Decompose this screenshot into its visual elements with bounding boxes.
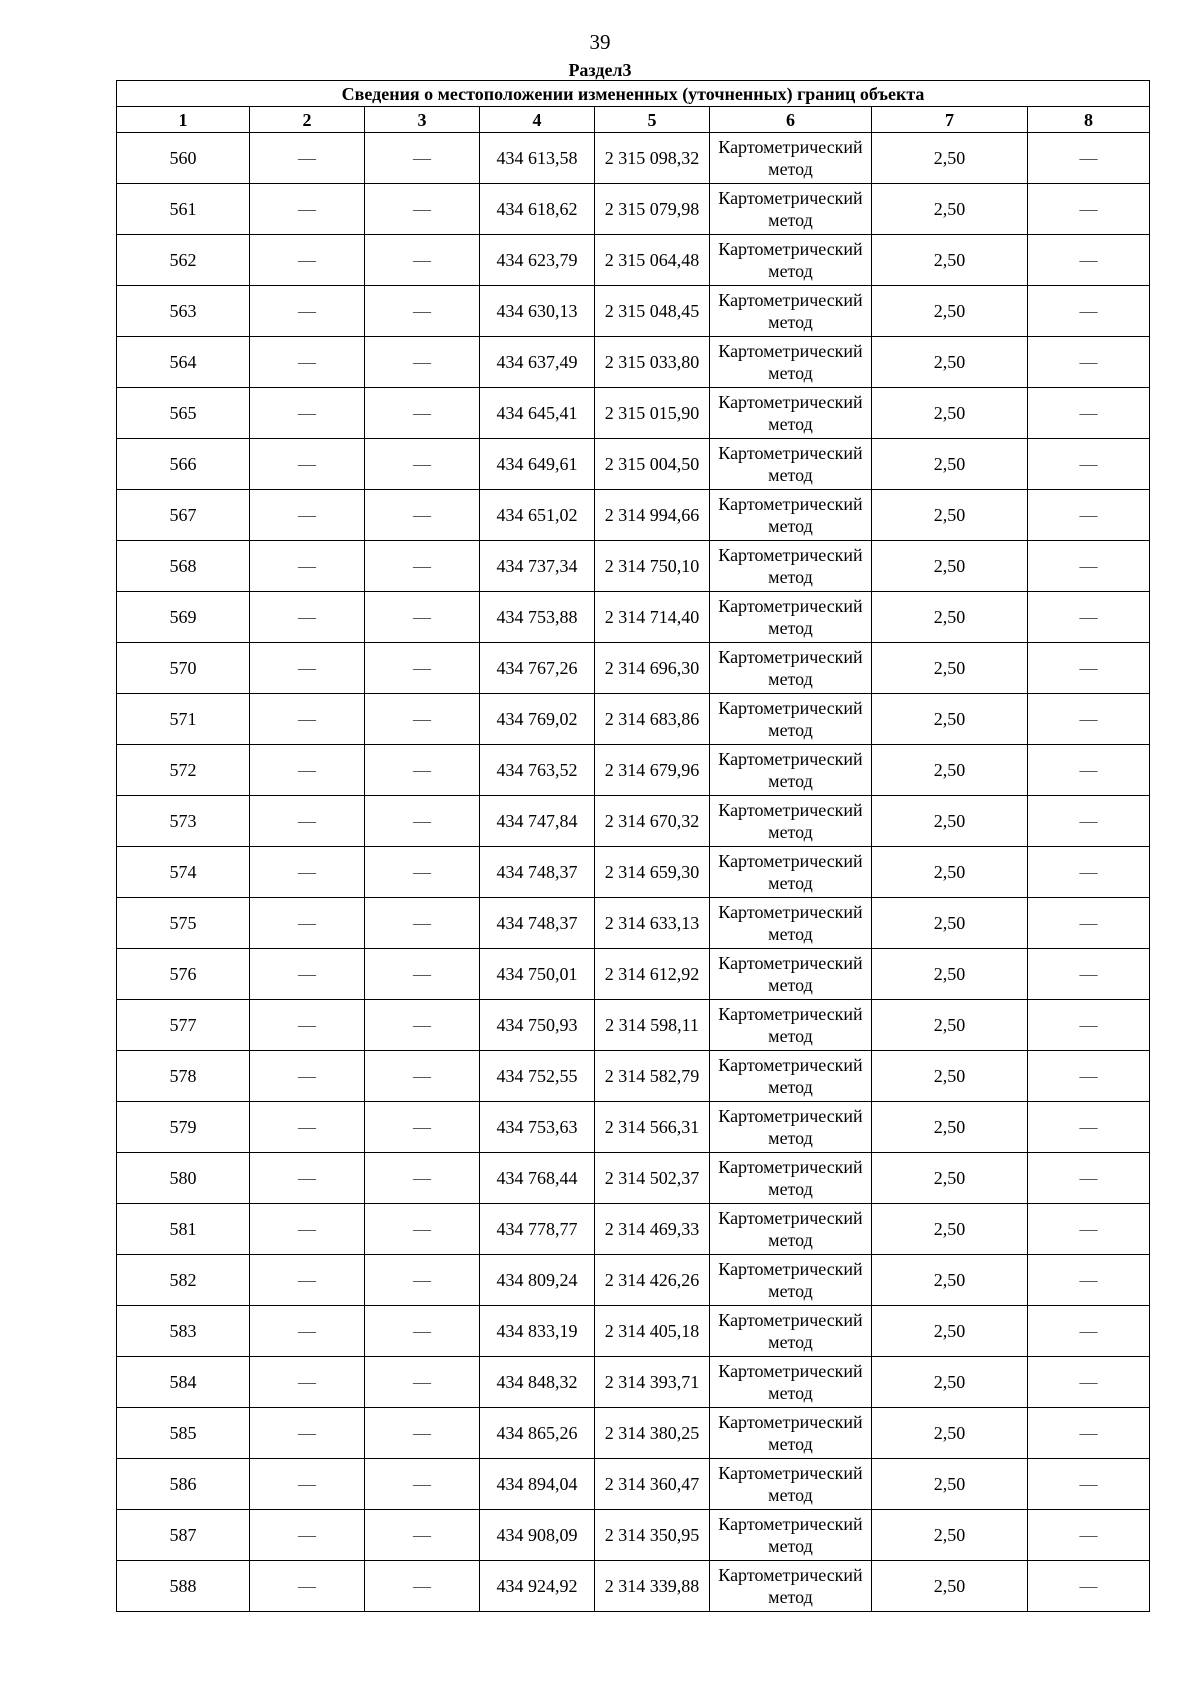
table-cell-col-3: — [365,1357,480,1408]
table-cell-col-2: — [250,1306,365,1357]
table-cell-col-2: — [250,1153,365,1204]
table-cell-col-4: 434 809,24 [480,1255,595,1306]
table-cell-col-6: Картометрический метод [710,1255,872,1306]
table-cell-col-5: 2 314 426,26 [595,1255,710,1306]
table-title: Сведения о местоположении измененных (уточненных) границ объекта [117,81,1150,107]
table-row [117,388,1150,439]
column-header-2: 2 [250,107,365,133]
table-cell-col-6: Картометрический метод [710,1153,872,1204]
table-cell-col-1: 587 [117,1510,250,1561]
table-cell-col-2: — [250,490,365,541]
table-cell-col-4: 434 894,04 [480,1459,595,1510]
table-cell-col-8: — [1028,1051,1150,1102]
table-cell-col-5: 2 314 360,47 [595,1459,710,1510]
table-cell-col-7: 2,50 [872,133,1028,184]
table-cell-col-3: — [365,1561,480,1612]
table-cell-col-7: 2,50 [872,1357,1028,1408]
table-cell-col-2: — [250,541,365,592]
table-row [117,286,1150,337]
table-cell-col-7: 2,50 [872,796,1028,847]
table-cell-col-2: — [250,1000,365,1051]
table-cell-col-4: 434 865,26 [480,1408,595,1459]
table-cell-col-3: — [365,1306,480,1357]
table-row [117,694,1150,745]
table-cell-col-1: 584 [117,1357,250,1408]
table-cell-col-1: 582 [117,1255,250,1306]
table-cell-col-8: — [1028,133,1150,184]
table-row [117,847,1150,898]
table-cell-col-7: 2,50 [872,235,1028,286]
table-cell-col-1: 586 [117,1459,250,1510]
table-cell-col-2: — [250,1051,365,1102]
table-cell-col-6: Картометрический метод [710,337,872,388]
table-cell-col-3: — [365,337,480,388]
column-header-3: 3 [365,107,480,133]
table-cell-col-8: — [1028,1153,1150,1204]
table-cell-col-1: 580 [117,1153,250,1204]
table-cell-col-8: — [1028,235,1150,286]
table-cell-col-7: 2,50 [872,1000,1028,1051]
table-cell-col-5: 2 314 469,33 [595,1204,710,1255]
table-cell-col-4: 434 769,02 [480,694,595,745]
table-cell-col-4: 434 630,13 [480,286,595,337]
table-row [117,184,1150,235]
table-cell-col-5: 2 315 033,80 [595,337,710,388]
column-numbers-row [117,107,1150,133]
table-cell-col-6: Картометрический метод [710,1000,872,1051]
table-cell-col-3: — [365,1153,480,1204]
table-cell-col-1: 576 [117,949,250,1000]
table-row [117,1561,1150,1612]
table-cell-col-7: 2,50 [872,592,1028,643]
table-cell-col-1: 565 [117,388,250,439]
table-cell-col-6: Картометрический метод [710,1204,872,1255]
table-cell-col-7: 2,50 [872,745,1028,796]
table-cell-col-3: — [365,898,480,949]
table-cell-col-1: 583 [117,1306,250,1357]
table-cell-col-7: 2,50 [872,847,1028,898]
table-cell-col-5: 2 314 612,92 [595,949,710,1000]
table-cell-col-4: 434 763,52 [480,745,595,796]
table-cell-col-5: 2 315 079,98 [595,184,710,235]
table-body [117,133,1150,1612]
table-cell-col-8: — [1028,592,1150,643]
table-cell-col-3: — [365,949,480,1000]
table-cell-col-4: 434 618,62 [480,184,595,235]
table-cell-col-8: — [1028,694,1150,745]
table-cell-col-7: 2,50 [872,1204,1028,1255]
table-cell-col-4: 434 908,09 [480,1510,595,1561]
table-cell-col-7: 2,50 [872,1459,1028,1510]
table-cell-col-2: — [250,388,365,439]
table-cell-col-5: 2 314 679,96 [595,745,710,796]
table-cell-col-5: 2 315 048,45 [595,286,710,337]
table-cell-col-2: — [250,235,365,286]
table-cell-col-5: 2 314 380,25 [595,1408,710,1459]
table-cell-col-8: — [1028,337,1150,388]
table-cell-col-1: 570 [117,643,250,694]
table-cell-col-4: 434 752,55 [480,1051,595,1102]
table-cell-col-3: — [365,796,480,847]
table-cell-col-3: — [365,1000,480,1051]
table-cell-col-5: 2 314 598,11 [595,1000,710,1051]
table-cell-col-4: 434 848,32 [480,1357,595,1408]
table-cell-col-1: 560 [117,133,250,184]
table-cell-col-8: — [1028,1255,1150,1306]
table-cell-col-3: — [365,745,480,796]
table-cell-col-6: Картометрический метод [710,541,872,592]
table-cell-col-5: 2 315 064,48 [595,235,710,286]
table-cell-col-7: 2,50 [872,1561,1028,1612]
table-cell-col-1: 581 [117,1204,250,1255]
table-row [117,1459,1150,1510]
table-cell-col-2: — [250,592,365,643]
table-cell-col-2: — [250,1357,365,1408]
table-row [117,1051,1150,1102]
table-cell-col-7: 2,50 [872,1510,1028,1561]
table-cell-col-4: 434 753,63 [480,1102,595,1153]
table-cell-col-3: — [365,643,480,694]
table-row [117,949,1150,1000]
table-cell-col-6: Картометрический метод [710,1102,872,1153]
table-cell-col-1: 563 [117,286,250,337]
table-cell-col-6: Картометрический метод [710,796,872,847]
table-cell-col-6: Картометрический метод [710,1357,872,1408]
page-number: 39 [589,30,611,54]
table-cell-col-6: Картометрический метод [710,949,872,1000]
table-cell-col-1: 562 [117,235,250,286]
table-cell-col-6: Картометрический метод [710,694,872,745]
table-cell-col-6: Картометрический метод [710,1051,872,1102]
table-cell-col-3: — [365,541,480,592]
table-cell-col-4: 434 737,34 [480,541,595,592]
table-cell-col-6: Картометрический метод [710,643,872,694]
table-cell-col-7: 2,50 [872,1102,1028,1153]
table-row [117,1255,1150,1306]
table-row [117,1102,1150,1153]
table-cell-col-1: 588 [117,1561,250,1612]
table-cell-col-7: 2,50 [872,1306,1028,1357]
table-row [117,1510,1150,1561]
table-cell-col-8: — [1028,1000,1150,1051]
table-cell-col-4: 434 637,49 [480,337,595,388]
table-cell-col-3: — [365,184,480,235]
table-cell-col-1: 567 [117,490,250,541]
column-header-4: 4 [480,107,595,133]
table-cell-col-3: — [365,1510,480,1561]
table-cell-col-6: Картометрический метод [710,847,872,898]
table-cell-col-1: 566 [117,439,250,490]
table-row [117,1153,1150,1204]
table-cell-col-4: 434 750,93 [480,1000,595,1051]
table-row [117,1000,1150,1051]
table-cell-col-7: 2,50 [872,490,1028,541]
table-row [117,643,1150,694]
table-cell-col-1: 561 [117,184,250,235]
table-cell-col-5: 2 314 994,66 [595,490,710,541]
table-cell-col-2: — [250,184,365,235]
table-cell-col-8: — [1028,796,1150,847]
table-cell-col-6: Картометрический метод [710,235,872,286]
table-cell-col-5: 2 314 659,30 [595,847,710,898]
table-cell-col-3: — [365,694,480,745]
table-cell-col-5: 2 314 696,30 [595,643,710,694]
table-cell-col-6: Картометрический метод [710,1408,872,1459]
table-cell-col-6: Картометрический метод [710,286,872,337]
table-cell-col-3: — [365,490,480,541]
table-cell-col-2: — [250,1510,365,1561]
table-cell-col-5: 2 314 714,40 [595,592,710,643]
table-cell-col-4: 434 748,37 [480,898,595,949]
table-cell-col-2: — [250,949,365,1000]
table-cell-col-6: Картометрический метод [710,745,872,796]
table-cell-col-2: — [250,439,365,490]
table-cell-col-8: — [1028,1561,1150,1612]
table-cell-col-8: — [1028,1306,1150,1357]
table-cell-col-4: 434 613,58 [480,133,595,184]
table-cell-col-7: 2,50 [872,184,1028,235]
table-cell-col-6: Картометрический метод [710,1510,872,1561]
column-header-7: 7 [872,107,1028,133]
table-cell-col-8: — [1028,1459,1150,1510]
table-cell-col-5: 2 314 670,32 [595,796,710,847]
table-cell-col-6: Картометрический метод [710,133,872,184]
column-header-8: 8 [1028,107,1150,133]
table-cell-col-8: — [1028,643,1150,694]
table-cell-col-5: 2 314 566,31 [595,1102,710,1153]
table-cell-col-7: 2,50 [872,1153,1028,1204]
table-cell-col-5: 2 314 405,18 [595,1306,710,1357]
table-cell-col-8: — [1028,949,1150,1000]
table-cell-col-6: Картометрический метод [710,490,872,541]
table-cell-col-3: — [365,1255,480,1306]
table-cell-col-1: 577 [117,1000,250,1051]
table-cell-col-7: 2,50 [872,439,1028,490]
table-cell-col-5: 2 314 502,37 [595,1153,710,1204]
table-cell-col-7: 2,50 [872,286,1028,337]
table-cell-col-8: — [1028,1102,1150,1153]
table-cell-col-8: — [1028,1204,1150,1255]
table-cell-col-4: 434 924,92 [480,1561,595,1612]
table-row [117,1306,1150,1357]
table-cell-col-3: — [365,1102,480,1153]
table-cell-col-3: — [365,286,480,337]
table-cell-col-3: — [365,235,480,286]
table-cell-col-7: 2,50 [872,949,1028,1000]
table-cell-col-2: — [250,337,365,388]
table-cell-col-4: 434 753,88 [480,592,595,643]
table-cell-col-6: Картометрический метод [710,388,872,439]
table-cell-col-8: — [1028,1357,1150,1408]
table-cell-col-7: 2,50 [872,694,1028,745]
table-cell-col-1: 574 [117,847,250,898]
table-row [117,337,1150,388]
table-cell-col-5: 2 314 750,10 [595,541,710,592]
table-cell-col-3: — [365,133,480,184]
table-cell-col-3: — [365,847,480,898]
table-cell-col-4: 434 833,19 [480,1306,595,1357]
coordinates-table [116,80,1150,1612]
table-cell-col-7: 2,50 [872,1051,1028,1102]
table-cell-col-7: 2,50 [872,388,1028,439]
table-row [117,1408,1150,1459]
table-cell-col-3: — [365,592,480,643]
table-cell-col-8: — [1028,184,1150,235]
table-cell-col-5: 2 315 015,90 [595,388,710,439]
table-row [117,541,1150,592]
table-cell-col-5: 2 314 633,13 [595,898,710,949]
table-cell-col-2: — [250,133,365,184]
table-cell-col-4: 434 768,44 [480,1153,595,1204]
column-header-1: 1 [117,107,250,133]
table-cell-col-8: — [1028,490,1150,541]
table-cell-col-8: — [1028,898,1150,949]
table-cell-col-1: 564 [117,337,250,388]
table-cell-col-1: 569 [117,592,250,643]
table-row [117,796,1150,847]
table-cell-col-6: Картометрический метод [710,439,872,490]
table-cell-col-3: — [365,1204,480,1255]
table-row [117,898,1150,949]
table-cell-col-1: 572 [117,745,250,796]
table-row [117,133,1150,184]
table-cell-col-2: — [250,643,365,694]
table-cell-col-4: 434 649,61 [480,439,595,490]
column-header-5: 5 [595,107,710,133]
table-cell-col-5: 2 314 350,95 [595,1510,710,1561]
table-row [117,745,1150,796]
table-cell-col-5: 2 315 004,50 [595,439,710,490]
table-cell-col-1: 571 [117,694,250,745]
table-cell-col-2: — [250,847,365,898]
table-cell-col-5: 2 314 582,79 [595,1051,710,1102]
table-cell-col-3: — [365,1051,480,1102]
table-cell-col-7: 2,50 [872,643,1028,694]
table-cell-col-8: — [1028,745,1150,796]
table-cell-col-2: — [250,1408,365,1459]
table-cell-col-4: 434 651,02 [480,490,595,541]
table-cell-col-6: Картометрический метод [710,1306,872,1357]
table-cell-col-8: — [1028,847,1150,898]
table-cell-col-5: 2 314 393,71 [595,1357,710,1408]
table-cell-col-2: — [250,796,365,847]
table-cell-col-5: 2 314 339,88 [595,1561,710,1612]
table-row [117,439,1150,490]
table-row [117,1357,1150,1408]
table-cell-col-3: — [365,1408,480,1459]
table-cell-col-2: — [250,1102,365,1153]
table-cell-col-5: 2 315 098,32 [595,133,710,184]
table-cell-col-5: 2 314 683,86 [595,694,710,745]
table-row [117,235,1150,286]
table-cell-col-7: 2,50 [872,898,1028,949]
table-cell-col-6: Картометрический метод [710,898,872,949]
table-row [117,490,1150,541]
table-cell-col-4: 434 623,79 [480,235,595,286]
table-cell-col-1: 579 [117,1102,250,1153]
table-cell-col-6: Картометрический метод [710,1561,872,1612]
table-cell-col-3: — [365,439,480,490]
table-cell-col-2: — [250,1255,365,1306]
section-title: Раздел3 [568,60,632,80]
table-cell-col-2: — [250,1561,365,1612]
table-cell-col-2: — [250,1204,365,1255]
table-cell-col-3: — [365,1459,480,1510]
table-cell-col-1: 585 [117,1408,250,1459]
table-cell-col-6: Картометрический метод [710,184,872,235]
column-header-6: 6 [710,107,872,133]
table-row [117,1204,1150,1255]
table-cell-col-2: — [250,1459,365,1510]
table-cell-col-4: 434 747,84 [480,796,595,847]
table-cell-col-1: 575 [117,898,250,949]
table-cell-col-7: 2,50 [872,337,1028,388]
table-cell-col-8: — [1028,439,1150,490]
table-cell-col-1: 578 [117,1051,250,1102]
table-cell-col-4: 434 750,01 [480,949,595,1000]
table-cell-col-2: — [250,286,365,337]
table-cell-col-6: Картометрический метод [710,592,872,643]
table-cell-col-7: 2,50 [872,1255,1028,1306]
table-cell-col-3: — [365,388,480,439]
table-cell-col-8: — [1028,1510,1150,1561]
table-cell-col-2: — [250,745,365,796]
table-cell-col-2: — [250,898,365,949]
table-cell-col-1: 568 [117,541,250,592]
table-cell-col-4: 434 748,37 [480,847,595,898]
table-cell-col-4: 434 778,77 [480,1204,595,1255]
table-cell-col-8: — [1028,1408,1150,1459]
table-row [117,592,1150,643]
table-cell-col-4: 434 645,41 [480,388,595,439]
table-cell-col-8: — [1028,286,1150,337]
table-cell-col-4: 434 767,26 [480,643,595,694]
table-cell-col-8: — [1028,388,1150,439]
table-cell-col-1: 573 [117,796,250,847]
table-cell-col-6: Картометрический метод [710,1459,872,1510]
table-cell-col-8: — [1028,541,1150,592]
table-cell-col-7: 2,50 [872,541,1028,592]
table-cell-col-7: 2,50 [872,1408,1028,1459]
table-cell-col-2: — [250,694,365,745]
